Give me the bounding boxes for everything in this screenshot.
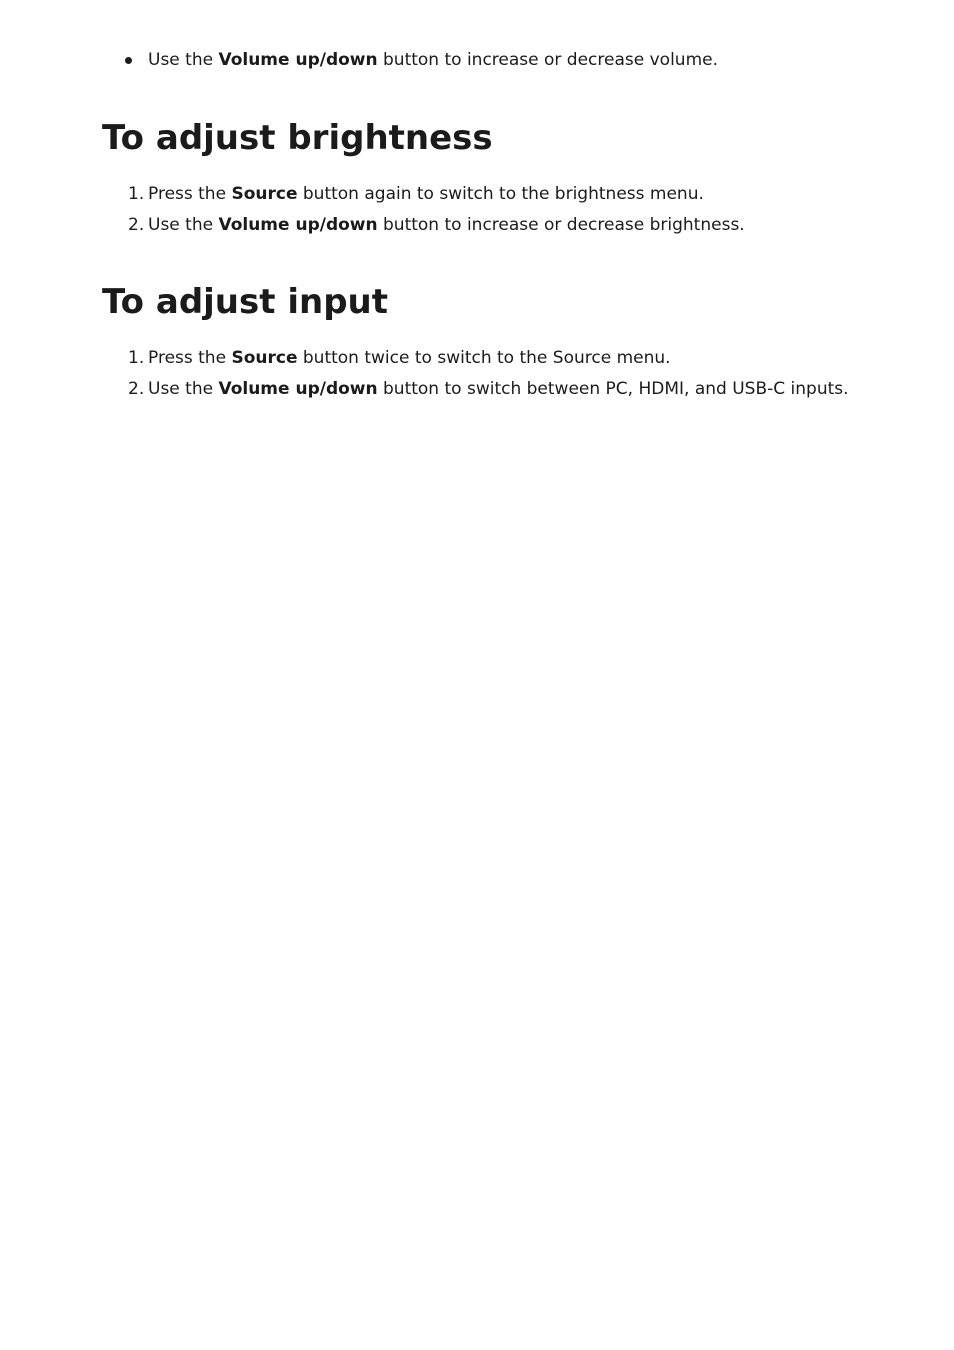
step-prefix: Use the: [148, 215, 219, 235]
step-prefix: Use the: [148, 379, 219, 399]
bullet-suffix: button to increase or decrease volume.: [377, 50, 718, 70]
brightness-step-2-number: 2.: [128, 215, 145, 235]
bullet-prefix: Use the: [148, 50, 219, 70]
input-step-2: [148, 377, 849, 401]
brightness-step-1-number: 1.: [128, 184, 145, 204]
input-step-2-number: 2.: [128, 379, 145, 399]
step-bold: Source: [231, 348, 298, 368]
bullet-bold: Volume up/down: [218, 50, 378, 70]
step-bold: Volume up/down: [218, 379, 378, 399]
step-bold: Volume up/down: [218, 215, 378, 235]
brightness-heading: To adjust brightness: [102, 118, 493, 158]
brightness-step-2: [148, 213, 745, 237]
step-prefix: Press the: [148, 348, 232, 368]
input-heading: To adjust input: [102, 282, 388, 322]
brightness-step-1: [148, 182, 704, 206]
step-suffix: button again to switch to the brightness menu.: [297, 184, 704, 204]
step-suffix: button twice to switch to the Source menu.: [297, 348, 671, 368]
step-suffix: button to increase or decrease brightness.: [377, 215, 745, 235]
volume-bullet-item: [148, 48, 718, 72]
step-bold: Source: [231, 184, 298, 204]
step-suffix: button to switch between PC, HDMI, and USB-C inputs.: [377, 379, 849, 399]
bullet-marker: [125, 57, 132, 64]
input-step-1-number: 1.: [128, 348, 145, 368]
step-prefix: Press the: [148, 184, 232, 204]
input-step-1: [148, 346, 671, 370]
